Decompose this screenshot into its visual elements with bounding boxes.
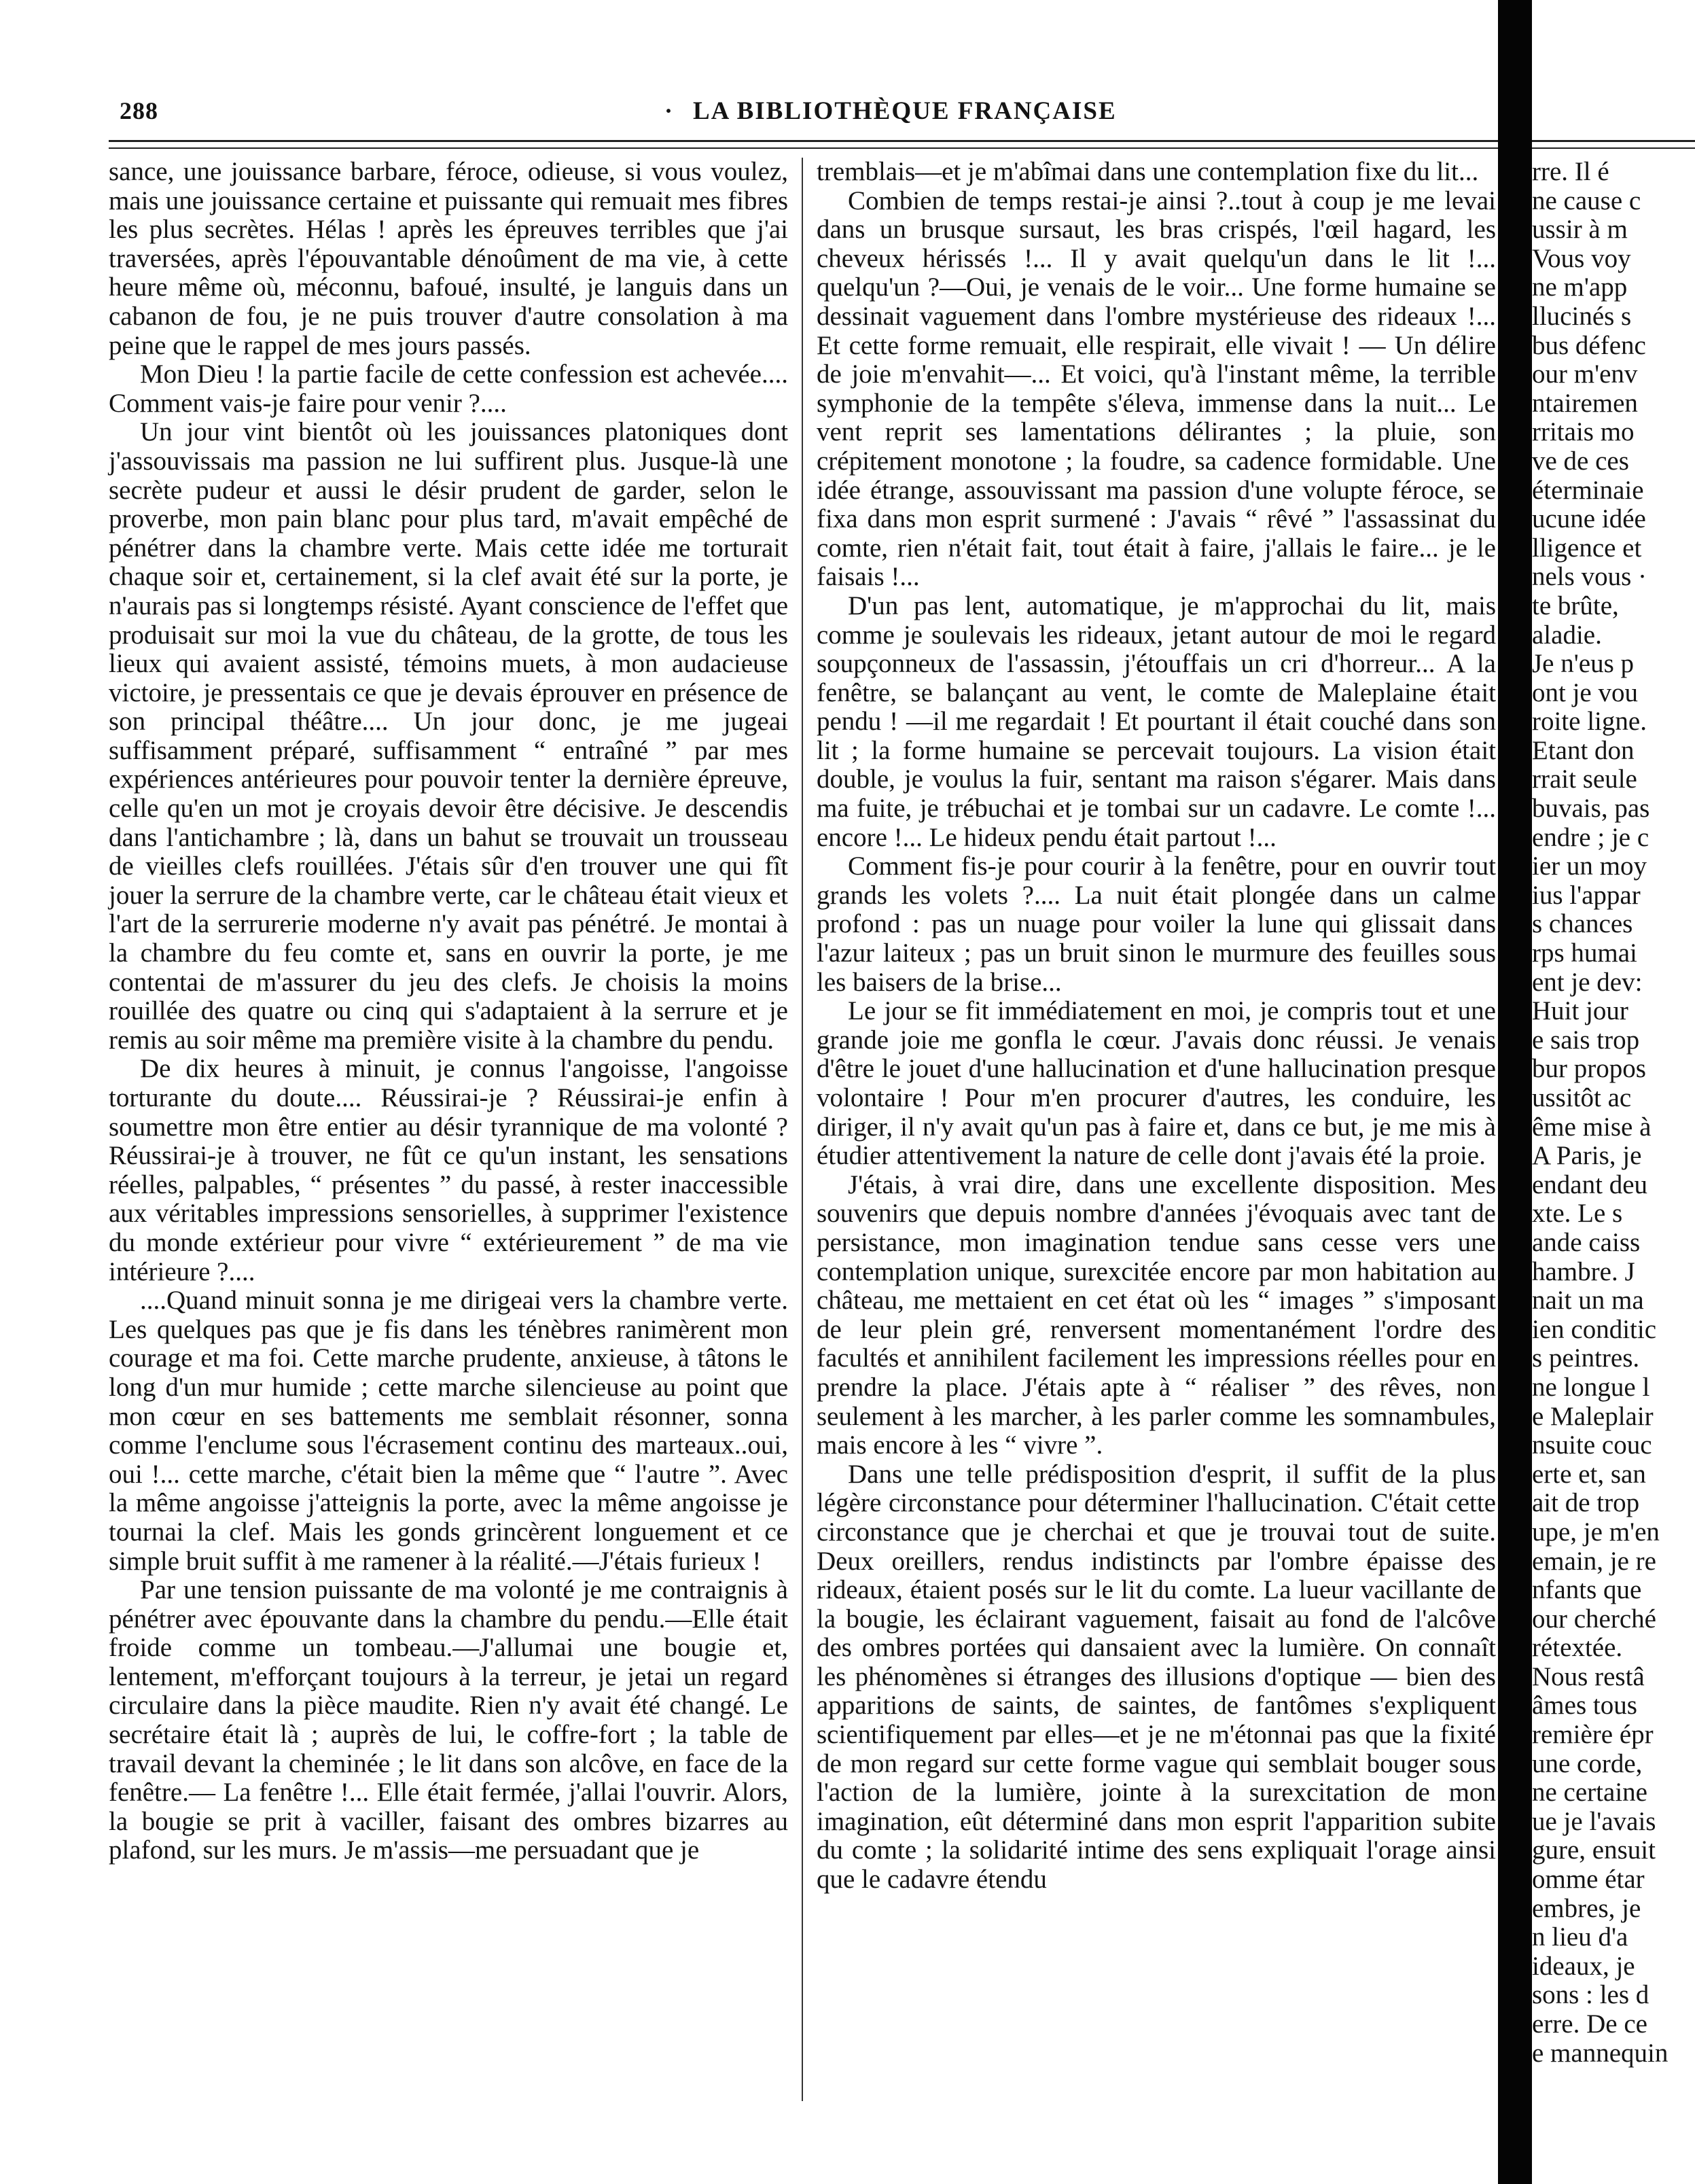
facing-page-line: n lieu d'a: [1532, 1922, 1628, 1952]
facing-page-line: ussir à m: [1532, 215, 1628, 245]
facing-page-line: ussitôt ac: [1532, 1083, 1632, 1112]
facing-page-line: omme étar: [1532, 1865, 1645, 1895]
facing-page-line: rre. Il é: [1532, 158, 1609, 186]
facing-page-line: rritais mo: [1532, 417, 1635, 447]
facing-page-line: roite ligne.: [1532, 707, 1647, 737]
facing-page-line: éterminaie: [1532, 475, 1644, 505]
facing-page-line: erte et, san: [1532, 1459, 1646, 1489]
facing-page-line: erre. De ce: [1532, 2009, 1647, 2039]
facing-page-line: xte. Le s: [1532, 1199, 1623, 1229]
facing-page-line: embres, je: [1532, 1893, 1641, 1923]
facing-page-line: our m'env: [1532, 359, 1638, 389]
facing-page-line: ius l'appar: [1532, 880, 1641, 910]
facing-page-line: s peintres.: [1532, 1343, 1640, 1373]
facing-page-line: Vous voy: [1532, 243, 1631, 273]
column-divider: [802, 158, 803, 2101]
facing-page-line: nait un ma: [1532, 1286, 1644, 1316]
facing-page-line: upe, je m'en: [1532, 1517, 1660, 1547]
facing-page-line: nfants que: [1532, 1575, 1642, 1605]
facing-page-line: Je n'eus p: [1532, 649, 1635, 679]
facing-page-line: ne cause c: [1532, 186, 1641, 215]
paragraph: Combien de temps restai-je ainsi ?..tout à coup je me levai dans un brusque sursaut, les bras crispés, l'œil hagard, les cheveux hérissés !... Il y avait quelqu'un dans le lit !... quelqu'un ?—Oui, je venais de le voir... Une forme humaine se dessinait vaguement dans l'ombre mystérieuse des rideaux !... Et cette forme remuait, elle respirait, elle vivait ! — Un délire de joie m'envahit—... Et voici, qu'à l'instant même, la terrible symphonie de la tempête s'éleva, immense dans la nuit... Le vent reprit ses lamentations délirantes ; la pluie, son crépitement monotone ; la foudre, sa cadence formidable. Une idée étrange, assouvissant ma passion d'une volupte féroce, se fixa dans mon esprit surmené : J'avais “ rêvé ” l'assassinat du comte, rien n'était fait, tout était à faire, j'allais le faire... je le faisais !...: [817, 186, 1496, 592]
facing-page-line: ne certaine: [1532, 1778, 1647, 1808]
facing-page-line: rétextée.: [1532, 1633, 1623, 1663]
header-rule: [109, 140, 1508, 142]
facing-page-line: s chances: [1532, 909, 1633, 939]
facing-page-line: ne m'app: [1532, 272, 1628, 302]
facing-page-line: te brûte,: [1532, 591, 1619, 620]
paragraph: Un jour vint bientôt où les jouissances platoniques dont j'assouvissais ma passion ne lui suffirent plus. Jusque-là une secrète pudeur et aussi le désir prudent de garder, selon le proverbe, mon pain blanc pour plus tard, m'avait empêché de pénétrer dans la chambre verte. Mais cette idée me torturait chaque soir et, certainement, si la clef avait été sur la porte, je n'aurais pas si longtemps résisté. Ayant conscience de l'effet que produisait sur moi la vue du château, de la grotte, de tous les lieux qui avaient assisté, témoins muets, à mon audacieuse victoire, je pressentais ce que je devais éprouver en présence de son principal théâtre.... Un jour donc, je me jugeai suffisamment préparé, suffisamment “ entraîné ” par mes expériences antérieures pour pouvoir tenter la dernière épreuve, celle qu'en un mot je croyais devoir être décisive. Je descendis dans l'antichambre ; là, dans un bahut se trouvait un trousseau de vieilles clefs rouillées. J'étais sûr d'en trouver une qui fît jouer la serrure de la chambre verte, car le château était vieux et l'art de la serrurerie moderne n'y avait pas pénétré. Je montai à la chambre du feu comte et, sans en ouvrir la porte, je me contentai de m'assurer du jeu des clefs. Je choisis la moins rouillée des quatre ou cinq qui s'adaptaient à la serrure et je remis au soir même ma première visite à la chambre du pendu.: [109, 417, 788, 1055]
facing-page-line: ue je l'avais: [1532, 1806, 1656, 1836]
facing-page-line: ier un moy: [1532, 851, 1647, 881]
facing-page-line: buvais, pas: [1532, 794, 1650, 824]
facing-page-line: nels vous ·: [1532, 562, 1647, 592]
facing-page-line: âmes tous: [1532, 1691, 1637, 1721]
facing-page-line: ait de trop: [1532, 1488, 1640, 1518]
facing-page-line: rrait seule: [1532, 764, 1637, 794]
left-column: [109, 158, 788, 1865]
facing-page-line: ve de ces: [1532, 446, 1629, 476]
facing-page-line: lligence et: [1532, 533, 1642, 563]
facing-page-line: remière épr: [1532, 1720, 1654, 1750]
facing-page-line: endre ; je c: [1532, 822, 1649, 852]
facing-page-line: e mannequin: [1532, 2038, 1669, 2068]
paragraph: Dans une telle prédisposition d'esprit, il suffit de la plus légère circonstance pour déterminer l'hallucination. C'était cette circonstance que je cherchai et que je trouvai tout de suite. Deux oreillers, rendus indistincts par l'ombre épaisse des rideaux, étaient posés sur le lit du comte. La lueur vacillante de la bougie, les éclairant vaguement, faisait au fond de l'alcôve des ombres portées qui dansaient avec la lumière. On connaît les phénomènes si étranges des illusions d'optique — bien des apparitions de saints, de saintes, de fantômes s'expliquent scientifiquement par elles—et je ne m'étonnai pas que la fixité de mon regard sur cette forme vague qui semblait bouger sous l'action de la lumière, jointe à la surexcitation de mon imagination, eût déterminé dans mon esprit l'apparition subite du comte ; la solidarité intime des sens expliquait l'orage ainsi que le cadavre étendu: [817, 1459, 1496, 1895]
facing-page-line: llucinés s: [1532, 301, 1632, 331]
facing-page-line: ande caiss: [1532, 1227, 1641, 1257]
paragraph: J'étais, à vrai dire, dans une excellente disposition. Mes souvenirs que depuis nombre d'années j'évoquais avec tant de persistance, mon imagination tendue sans cesse vers une contemplation unique, surexcitée encore par mon habitation au château, me mettaient en cet état où les “ images ” s'imposant de leur plein gré, renversent momentanément l'ordre des facultés et annihilent facilement les impressions réelles pour en prendre la place. J'étais apte à “ réaliser ” des rêves, non seulement à les marcher, à les parler comme les somnambules, mais encore à les “ vivre ”.: [817, 1169, 1496, 1460]
page-number: 288: [120, 97, 158, 124]
facing-page-line: our cherché: [1532, 1604, 1656, 1634]
paragraph: De dix heures à minuit, je connus l'angoisse, l'angoisse torturante du doute.... Réussirai-je ? Réussirai-je enfin à soumettre mon être entier au désir tyrannique de ma volonté ? Réussirai-je à trouver, ne fût ce qu'un instant, les sensations réelles, palpables, “ présentes ” du passé, à rester inaccessible aux véritables impressions sensorielles, à supprimer l'existence du monde extérieur pour vivre “ extérieurement ” de ma vie intérieure ?....: [109, 1054, 788, 1286]
facing-page-line: ien conditic: [1532, 1314, 1657, 1344]
facing-page-line: ntairemen: [1532, 388, 1638, 418]
facing-page-line: gure, ensuit: [1532, 1835, 1656, 1865]
paragraph: tremblais—et je m'abîmai dans une contemplation fixe du lit...: [817, 157, 1479, 186]
facing-page-fragment: [1532, 158, 1695, 2115]
paragraph: Mon Dieu ! la partie facile de cette confession est achevée.... Comment vais-je faire pour venir ?....: [109, 359, 788, 418]
header-rule-secondary: [109, 147, 1508, 149]
facing-page-line: bus défenc: [1532, 330, 1646, 360]
facing-page-line: Huit jour: [1532, 996, 1628, 1026]
facing-page-line: bur propos: [1532, 1054, 1646, 1084]
facing-page-line: sons : les d: [1532, 1980, 1649, 2010]
facing-page-line: ême mise à: [1532, 1112, 1652, 1142]
paragraph: sance, une jouissance barbare, féroce, odieuse, si vous voulez, mais une jouissance certaine et puissante qui remuait mes fibres les plus secrètes. Hélas ! après les épreuves terribles que j'ai traversées, après l'épouvantable dénoûment de ma vie, à cette heure même où, méconnu, bafoué, insulté, je languis dans un cabanon de fou, je ne puis trouver d'autre consolation à ma peine que le rappel de mes jours passés.: [109, 157, 788, 360]
facing-page-line: ont je vou: [1532, 677, 1638, 707]
facing-page-line: Etant don: [1532, 735, 1635, 765]
facing-page-line: hambre. J: [1532, 1256, 1635, 1286]
facing-page-line: ne longue l: [1532, 1372, 1650, 1402]
facing-page-line: Nous restâ: [1532, 1661, 1645, 1691]
facing-page-line: ideaux, je: [1532, 1951, 1635, 1981]
facing-page-line: emain, je re: [1532, 1546, 1656, 1576]
facing-page-line: nsuite couc: [1532, 1430, 1652, 1460]
scan-gutter-shadow: [1498, 0, 1532, 2184]
facing-page-line: e sais trop: [1532, 1025, 1640, 1055]
facing-page-line: endant deu: [1532, 1169, 1648, 1199]
facing-page-header-rule: [1532, 140, 1695, 142]
facing-page-line: rps humai: [1532, 938, 1637, 968]
facing-page-line: ent je dev:: [1532, 967, 1643, 997]
paragraph: Par une tension puissante de ma volonté je me contraignis à pénétrer avec épouvante dans la chambre du pendu.—Elle était froide comme un tombeau.—J'allumai une bougie et, lentement, m'efforçant toujours à la terreur, je jetai un regard circulaire dans la pièce maudite. Rien n'y avait été changé. Le secrétaire était là ; auprès de lui, le coffre-fort ; la table de travail devant la cheminée ; le lit dans son alcôve, en face de la fenêtre.— La fenêtre !... Elle était fermée, j'allai l'ouvrir. Alors, la bougie se prit à vaciller, faisant des ombres bizarres au plafond, sur les murs. Je m'assis—me persuadant que je: [109, 1575, 788, 1865]
facing-page-line: e Maleplair: [1532, 1401, 1654, 1431]
facing-page-header-rule-secondary: [1532, 147, 1695, 149]
right-column: [817, 158, 1496, 1895]
paragraph: Comment fis-je pour courir à la fenêtre, pour en ouvrir tout grands les volets ?.... La nuit était plongée dans un calme profond : pas un nuage pour voiler la lune qui glissait dans l'azur laiteux ; pas un bruit sinon le murmure des feuilles sous les baisers de la brise...: [817, 851, 1496, 997]
facing-page-line: aladie.: [1532, 620, 1602, 650]
paragraph: ....Quand minuit sonna je me dirigeai vers la chambre verte. Les quelques pas que je fis dans les ténèbres ranimèrent mon courage et ma foi. Cette marche prudente, anxieuse, à tâtons le long d'un mur humide ; cette marche silencieuse au point que mon cœur en ses battements me semblait résonner, sonna comme l'enclume sous l'écrasement continu des marteaux..oui, oui !... cette marche, c'était bien la même que “ l'autre ”. Avec la même angoisse j'atteignis la porte, avec la même angoisse je tournai la clef. Mais les gonds grincèrent longuement et ce simple bruit suffit à me ramener à la réalité.—J'étais furieux !: [109, 1286, 788, 1576]
page-header: [109, 96, 1508, 137]
facing-page-line: A Paris, je: [1532, 1141, 1642, 1171]
facing-page-line: ucune idée: [1532, 504, 1646, 534]
facing-page-line: une corde,: [1532, 1748, 1643, 1778]
paragraph: D'un pas lent, automatique, je m'approchai du lit, mais comme je soulevais les rideaux, jetant autour de moi le regard soupçonneux de l'assassin, j'étouffais un cri d'horreur... A la fenêtre, se balançant au vent, le comte de Maleplaine était pendu ! —il me regardait ! Et pourtant il était couché dans son lit ; la forme humaine se percevait toujours. La vision était double, je voulus la fuir, sentant ma raison s'égarer. Mais dans ma fuite, je trébuchai et je tombai sur un cadavre. Le comte !... encore !... Le hideux pendu était partout !...: [817, 591, 1496, 852]
header-separator: ·: [664, 97, 673, 124]
paragraph: Le jour se fit immédiatement en moi, je compris tout et une grande joie me gonfla le cœur. J'avais donc réussi. Je venais d'être le jouet d'une hallucination et d'une hallucination presque volontaire ! Pour m'en procurer d'autres, les conduire, les diriger, il n'y avait qu'un pas à faire et, dans ce but, je me mis à étudier attentivement la nature de celle dont j'avais été la proie.: [817, 996, 1496, 1171]
running-title: LA BIBLIOTHÈQUE FRANÇAISE: [693, 97, 1117, 125]
